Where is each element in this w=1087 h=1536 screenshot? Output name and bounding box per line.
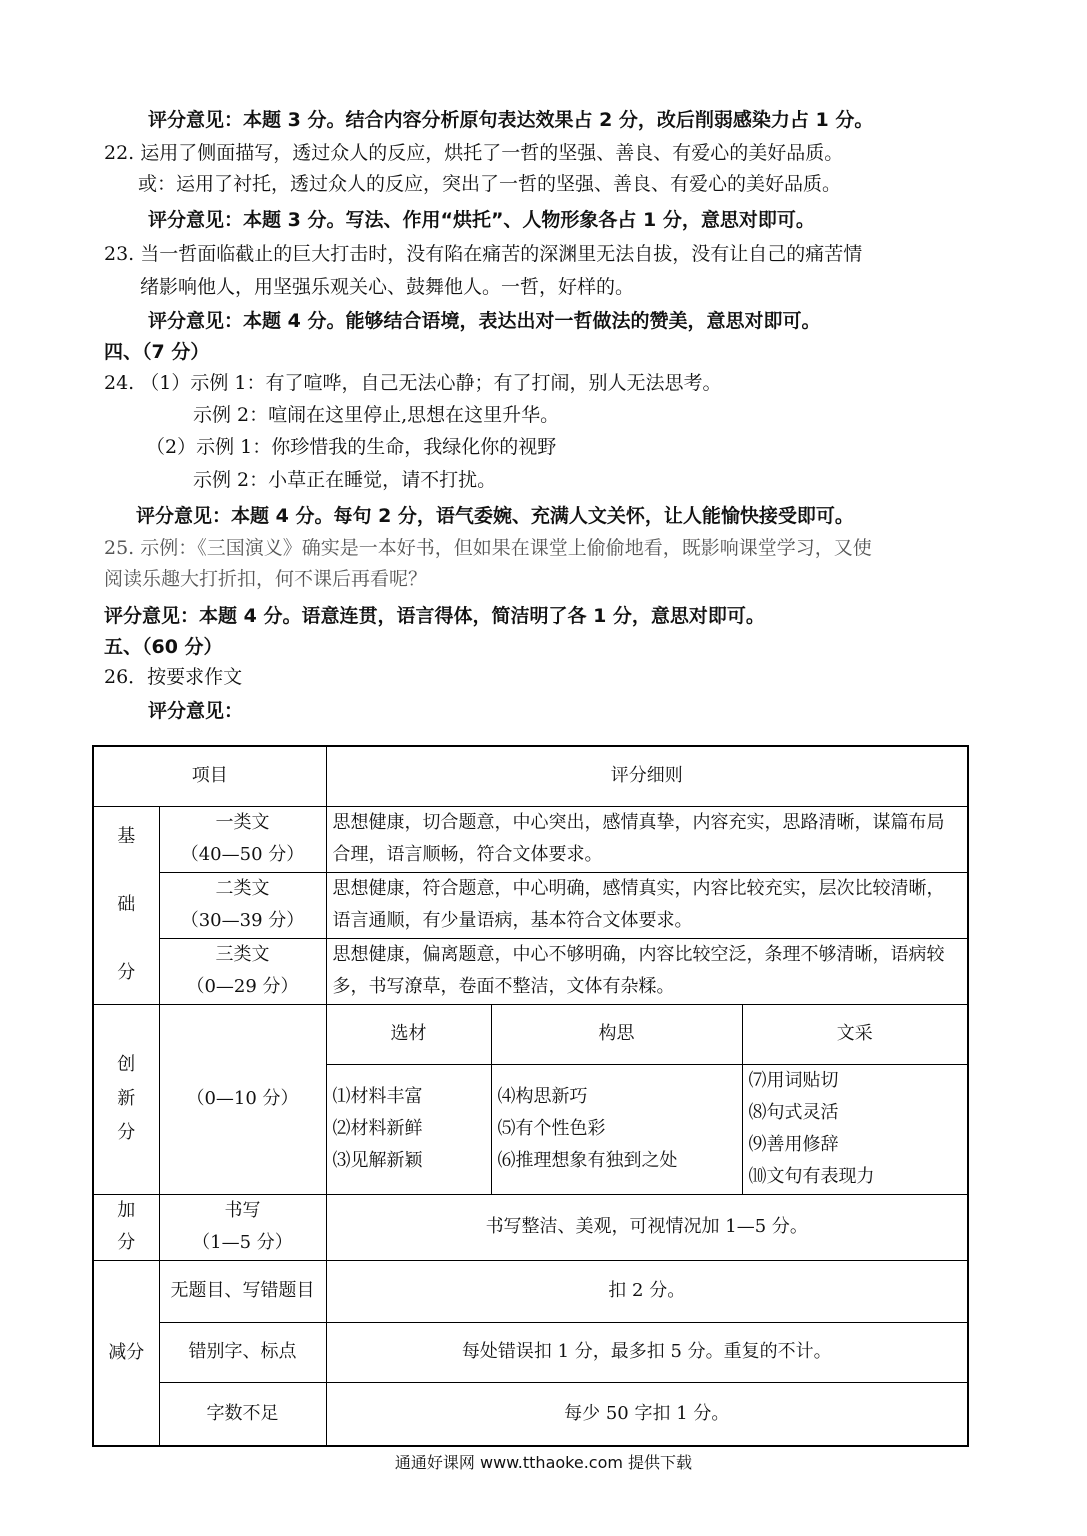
answer-23-cont: 绪影响他人，用坚强乐观关心、鼓舞他人。一哲，好样的。 [140, 276, 635, 298]
class-one-name: 一类文 （40—50 分） [159, 806, 326, 872]
bonus-label: 加 分 [93, 1194, 159, 1260]
class-two-desc: 思想健康，符合题意，中心明确，感情真实，内容比较充实，层次比较清晰，语言通顺，有少量语病，基本符合文体要求。 [326, 872, 968, 938]
class-three-name: 三类文 （0—29 分） [159, 938, 326, 1004]
deduction-typo-name: 错别字、标点 [159, 1322, 326, 1382]
section-five-heading: 五、（60 分） [104, 636, 223, 658]
deduction-title-name: 无题目、写错题目 [159, 1260, 326, 1322]
bonus-desc: 书写整洁、美观，可视情况加 1—5 分。 [326, 1194, 968, 1260]
class-two-row [93, 872, 968, 938]
answer-24-2-ex1: （2）示例 1：你珍惜我的生命，我绿化你的视野 [146, 436, 557, 458]
innovation-range: （0—10 分） [159, 1004, 326, 1194]
innovation-header-row [93, 1004, 968, 1064]
scoring-note-24: 评分意见：本题 4 分。每句 2 分，语气委婉、充满人文关怀，让人能愉快接受即可。 [136, 505, 854, 527]
class-one-desc: 思想健康，切合题意，中心突出，感情真挚，内容充实，思路清晰，谋篇布局合理，语言顺畅，符合文体要求。 [326, 806, 968, 872]
scoring-note-25: 评分意见：本题 4 分。语意连贯，语言得体，简洁明了各 1 分，意思对即可。 [104, 605, 765, 627]
question-26: 26．按要求作文 [104, 666, 243, 688]
class-three-desc: 思想健康，偏离题意，中心不够明确，内容比较空泛，条理不够清晰，语病较多，书写潦草，卷面不整洁，文体有杂糅。 [326, 938, 968, 1004]
scoring-note-23: 评分意见：本题 4 分。能够结合语境，表达出对一哲做法的赞美，意思对即可。 [148, 310, 821, 332]
header-item: 项目 [93, 746, 326, 806]
material-criteria: ⑴材料丰富 ⑵材料新鲜 ⑶见解新颖 [326, 1064, 491, 1194]
page-footer: 通通好课网 www.tthaoke.com 提供下载 [394, 1453, 693, 1472]
answer-24-1-ex2: 示例 2：喧闹在这里停止,思想在这里升华。 [193, 404, 560, 426]
section-four-heading: 四、（7 分） [104, 341, 210, 363]
deduction-title-desc: 扣 2 分。 [326, 1260, 968, 1322]
class-one-row [93, 806, 968, 872]
deduction-length-name: 字数不足 [159, 1382, 326, 1446]
answer-22-alt: 或：运用了衬托，透过众人的反应，突出了一哲的坚强、善良、有爱心的美好品质。 [138, 173, 842, 195]
innovation-head-style: 文采 [742, 1004, 968, 1064]
deduction-typo-desc: 每处错误扣 1 分，最多扣 5 分。重复的不计。 [326, 1322, 968, 1382]
answer-23: 23. 当一哲面临截止的巨大打击时，没有陷在痛苦的深渊里无法自拔，没有让自己的痛苦情 [104, 243, 863, 265]
answer-25: 25. 示例：《三国演义》确实是一本好书，但如果在课堂上偷偷地看，既影响课堂学习，又使 [104, 537, 872, 559]
innovation-head-material: 选材 [326, 1004, 491, 1064]
rubric-header-row [93, 746, 968, 806]
style-criteria: ⑺用词贴切 ⑻句式灵活 ⑼善用修辞 ⑽文句有表现力 [742, 1064, 968, 1194]
class-three-row [93, 938, 968, 1004]
bonus-name: 书写 （1—5 分） [159, 1194, 326, 1260]
answer-24-1-ex1: 24. （1）示例 1：有了喧哗，自己无法心静；有了打闹，别人无法思考。 [104, 372, 722, 394]
deduction-label: 减分 [93, 1260, 159, 1446]
class-two-name: 二类文 （30—39 分） [159, 872, 326, 938]
concept-criteria: ⑷构思新巧 ⑸有个性色彩 ⑹推理想象有独到之处 [491, 1064, 742, 1194]
base-score-label: 基 础 分 [93, 806, 159, 1004]
deduction-row-length [93, 1382, 968, 1446]
deduction-length-desc: 每少 50 字扣 1 分。 [326, 1382, 968, 1446]
scoring-rubric-table [92, 745, 969, 1447]
answer-22: 22. 运用了侧面描写，透过众人的反应，烘托了一哲的坚强、善良、有爱心的美好品质。 [104, 142, 844, 164]
deduction-row-title [93, 1260, 968, 1322]
deduction-row-typo [93, 1322, 968, 1382]
innovation-head-concept: 构思 [491, 1004, 742, 1064]
innovation-score-label: 创 新 分 [93, 1004, 159, 1194]
scoring-note-26: 评分意见： [148, 700, 244, 722]
scoring-note-22: 评分意见：本题 3 分。写法、作用“烘托”、人物形象各占 1 分，意思对即可。 [148, 209, 815, 231]
answer-24-2-ex2: 示例 2：小草正在睡觉，请不打扰。 [193, 469, 497, 491]
scoring-note-21: 评分意见：本题 3 分。结合内容分析原句表达效果占 2 分，改后削弱感染力占 1 分。 [148, 109, 874, 131]
header-rules: 评分细则 [326, 746, 968, 806]
answer-25-cont: 阅读乐趣大打折扣，何不课后再看呢？ [104, 568, 428, 590]
bonus-row [93, 1194, 968, 1260]
